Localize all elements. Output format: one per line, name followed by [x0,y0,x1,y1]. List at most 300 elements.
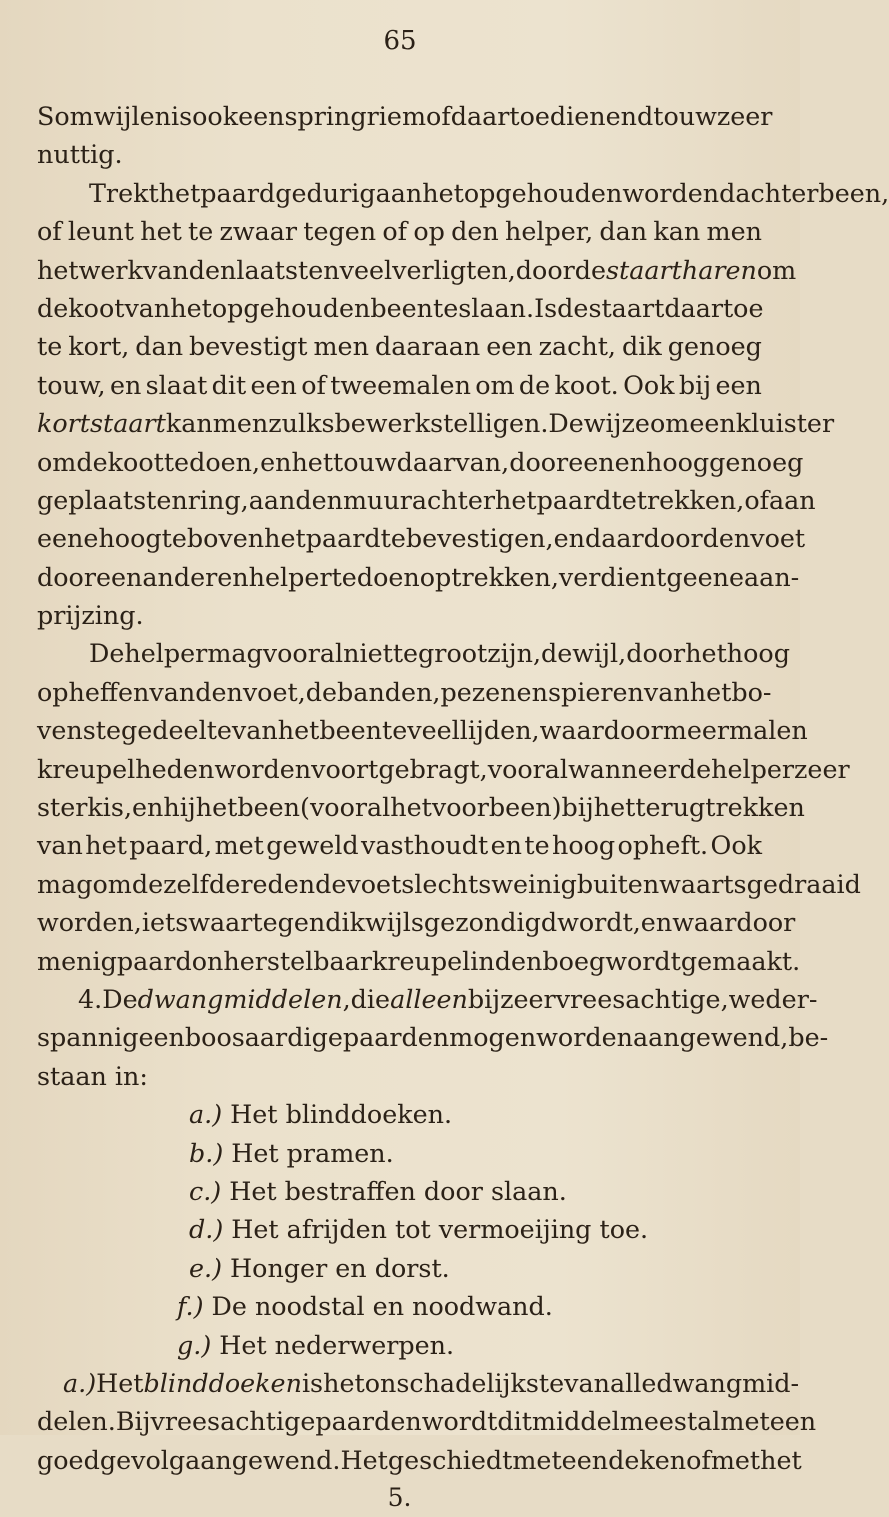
word: het [422,177,464,208]
word: het [264,523,306,554]
word: daaraan [374,331,481,362]
list-marker: g.) [177,1329,212,1360]
word: Somwijlen [37,101,171,131]
word: een [250,369,297,400]
word: iets [141,907,189,938]
word: daartoe [664,292,764,323]
word: gemaakt. [680,945,801,976]
word: vreesachtige [150,1406,316,1437]
word: De [548,408,584,439]
word: leunt [67,216,134,247]
word: wijze [583,408,650,439]
word: daartoe [450,101,550,131]
word: zeer [794,753,850,784]
word: weinig [491,868,577,899]
word: mag [37,868,93,899]
word: gedurig [275,177,376,208]
list-item-b [37,1134,762,1172]
word: van [124,292,171,323]
word: hij [163,792,196,823]
text-line [37,903,796,941]
word: staart [588,292,665,323]
word: te [433,292,459,323]
word: prijzing. [37,600,144,631]
word: helper [124,638,208,669]
text-line [37,97,773,135]
word: niet [343,638,393,669]
word: been [370,292,434,323]
text-line [37,673,772,711]
word: wordt [421,1406,498,1437]
word: Bij [115,1406,151,1437]
word: het [291,446,334,477]
word: en [109,369,142,400]
list-marker: f.) [177,1291,204,1322]
list-item-e [37,1249,762,1287]
word: venste [37,715,121,746]
word: den [451,216,499,247]
list-item-text: Het pramen. [231,1137,394,1168]
word: buitenwaarts [576,868,747,899]
text-line [37,481,816,519]
word: te [380,523,406,554]
word: bewerkstelligen. [334,408,549,439]
word: worden, [37,907,142,938]
word: helper [711,753,795,784]
word: wordt, [557,907,641,938]
list-item-text: Het blinddoeken. [230,1099,453,1130]
list-marker: a.) [189,1099,223,1130]
text-line [37,788,805,826]
word: wanneer [568,753,680,784]
word: het [593,792,636,823]
word: of [382,216,408,247]
word: met [710,1444,761,1475]
word: dan [599,216,648,247]
word: groot [418,638,488,669]
word: den [195,676,243,707]
word: een [95,561,143,592]
word: doen [189,446,252,477]
word: optrekken [419,561,551,592]
word: het [195,792,238,823]
word: om [37,446,77,477]
word: weder- [728,983,818,1014]
word: zulks [268,408,335,439]
word: op [413,216,445,247]
word: door [509,446,569,477]
word: door [515,254,575,285]
word: is [170,101,193,131]
list-marker: c.) [189,1175,222,1206]
word: staan [37,1060,107,1091]
word: het [277,715,320,746]
word: waardoor [672,907,796,938]
text-line [37,212,762,250]
word: , [736,484,745,515]
italic-word: blinddoeken [143,1367,302,1398]
word: een [486,331,533,362]
word: terugtrekken [635,792,805,823]
list-item-text: Het bestraffen door slaan. [229,1175,567,1206]
list-item-g [37,1326,762,1364]
word: bevestigen, [405,523,554,554]
word: pezen [440,676,517,707]
word: het [689,676,732,707]
word: door [37,561,96,592]
word: tweemalen [330,369,471,400]
text-line [37,1057,762,1095]
word: mogen [449,1022,537,1053]
word: met [720,1406,770,1437]
word: daardoor [584,523,703,554]
word: ring [187,484,241,515]
word: voortgebragt, [311,753,488,784]
word: dikwijls [325,907,424,938]
word: paard [536,484,612,515]
word: van [643,676,690,707]
word: ook [192,101,239,131]
word: voet [750,523,806,554]
page-number: 65 [383,26,417,56]
word: het [170,292,212,323]
word: het [85,830,127,861]
word: of [686,1444,711,1475]
word: Ook [710,830,762,861]
text-line [37,366,762,404]
word: kort, [68,331,130,362]
text-line [37,289,762,327]
word: , [720,983,729,1014]
word: , [251,446,261,477]
word: aan [769,484,816,515]
word: zwaar [219,216,298,247]
word: van [142,254,189,285]
word: of [301,369,326,400]
word: been [237,792,301,823]
word: te [37,331,63,362]
word: Het [96,1367,144,1398]
text-line [37,980,818,1018]
word: achterbeen [735,177,882,208]
word: achter [411,484,495,515]
word: , [550,561,559,592]
word: te [392,638,419,669]
word: is [301,1367,324,1398]
word: bij [561,792,594,823]
word: koot [107,446,164,477]
word: kan [653,216,701,247]
word: Trekt [89,177,159,208]
word: den [702,523,751,554]
word: De [102,983,138,1014]
list-marker: b.) [189,1137,224,1168]
word: banden, [337,676,441,707]
word: veel [339,254,393,285]
text-line [37,634,790,672]
word: geene [666,561,745,592]
word: vreesachtige [555,983,721,1014]
word: spannige [37,1022,154,1053]
word: een [769,1406,817,1437]
word: reden [240,868,316,899]
word: zeer [716,101,773,131]
word: dit [211,369,247,400]
word: bij [678,369,712,400]
word: koot. [554,369,619,400]
word: paard, [129,830,213,861]
word: slaan. [458,292,535,323]
word: worden [214,753,312,784]
list-item-text: Het afrijden tot vermoeijing toe. [231,1214,649,1245]
word: het [390,792,432,823]
word: aangewend [632,1022,781,1053]
italic-word: alleen [390,983,468,1014]
word: in: [114,1060,148,1091]
word: paard [305,523,381,554]
word: vooral [262,638,344,669]
word: een [689,408,736,439]
word: , [881,177,889,208]
word: been [319,715,383,746]
word: van [231,715,278,746]
word: te [524,830,550,861]
word: touw, [37,369,106,400]
word: deken [608,1444,687,1475]
word: veel [407,715,460,746]
word: vasthoudt [361,830,489,861]
word: gezondigd [423,907,558,938]
word: en [260,446,292,477]
word: een [561,1444,609,1475]
word: geweld [266,830,359,861]
word: meermalen [662,715,808,746]
word: dewijl, [541,638,627,669]
word: onherstelbaar [191,945,372,976]
word: men [706,216,762,247]
word: hoog [551,830,616,861]
word: en [516,676,548,707]
word: mag [207,638,263,669]
word: slaat [145,369,208,400]
word: in [470,945,495,976]
word: helper [248,561,332,592]
text-line [37,1018,829,1056]
word: goed [37,1444,100,1475]
word: zijn [487,638,533,669]
word: men [212,408,269,439]
word: den [295,484,343,515]
word: of [426,101,451,131]
word: dienend [549,101,654,131]
text-line [37,1441,802,1479]
word: en [640,907,673,938]
word: opheffen [37,676,150,707]
word: alle [609,1367,657,1398]
text-line [37,327,762,365]
word: verdient [558,561,667,592]
text-line [37,251,797,289]
list-item-f [37,1287,762,1325]
word: dwangmid- [656,1367,800,1398]
word: is [102,792,124,823]
word: helper, [504,216,594,247]
word: met [214,830,264,861]
word: hoogte [98,523,187,554]
word: paard [200,177,276,208]
word: bo- [731,676,772,707]
word: een [715,369,762,400]
word: dan [135,331,184,362]
word: boosaardige [184,1022,343,1053]
list-item-text: Het nederwerpen. [219,1329,455,1360]
word: wordt [605,945,681,976]
word: aan [375,177,423,208]
word: om [475,369,515,400]
text-line [37,558,800,596]
word: genoeg [667,331,762,362]
word: te [382,715,408,746]
word: van [37,830,83,861]
word: lijden [459,715,532,746]
word: dit [497,1406,532,1437]
word: spieren [547,676,644,707]
list-item-a [37,1095,762,1133]
word: of [37,216,62,247]
text-line [37,443,804,481]
word: , [501,446,510,477]
word: slechts [401,868,492,899]
word: Het [340,1444,388,1475]
word: onschadelijkste [364,1367,565,1398]
word: sterk [37,792,103,823]
word: paarden [342,1022,450,1053]
text-line [37,596,762,634]
word: boeg [542,945,606,976]
word: van [564,1367,610,1398]
word: en [153,1022,185,1053]
word: aan [248,484,296,515]
word: anderen [142,561,249,592]
word: , [532,638,542,669]
word: trekken [636,484,737,515]
word: een [238,101,285,131]
word: kan [165,408,213,439]
word: dezelfde [131,868,241,899]
word: gedeelte [120,715,232,746]
word: geschiedt [387,1444,513,1475]
word: de [518,369,551,400]
word: opgehouden [211,292,371,323]
word: tegen [303,216,377,247]
section-number: 4. [78,983,103,1014]
text-line [37,826,762,864]
word: voet, [242,676,306,707]
word: het [760,1444,802,1475]
signature-mark: 5. [387,1483,412,1513]
word: , [240,484,249,515]
word: om [756,254,797,285]
list-item-d [37,1210,762,1248]
word: en [132,792,164,823]
word: boven [186,523,265,554]
word: kreupel [371,945,471,976]
word: , [342,983,351,1014]
text-line [37,135,762,173]
word: aangewend. [185,1444,341,1475]
word: het [37,254,79,285]
text-line [37,865,861,903]
word: gedraaid [746,868,861,899]
list-marker: d.) [189,1214,224,1245]
word: om [92,868,132,899]
text-line [37,750,850,788]
italic-word: kortstaart [37,408,166,439]
word: met [512,1444,562,1475]
word: hoog [645,446,710,477]
word: te [331,561,357,592]
word: meestal [619,1406,721,1437]
word: bevestigt [189,331,308,362]
word: paard [116,945,192,976]
word: het [685,638,727,669]
page-body [37,97,889,1517]
word: be- [788,1022,829,1053]
list-item-text: Honger en dorst. [230,1252,450,1283]
word: voorbeen) [431,792,562,823]
word: de [76,446,108,477]
signature-line [37,1479,762,1517]
word: waartegen [188,907,326,938]
word: worden [536,1022,633,1053]
text-line [37,519,806,557]
word: de [557,292,589,323]
word: zeer [500,983,556,1014]
word: te [163,446,190,477]
word: het [158,177,201,208]
word: waardoor [539,715,663,746]
word: Is [534,292,558,323]
word: koot [68,292,125,323]
word: gevolg [99,1444,186,1475]
word: genoeg [709,446,804,477]
list-item-text: De noodstal en noodwand. [211,1291,553,1322]
word: door [626,638,686,669]
word: en [490,830,522,861]
word: de [305,676,338,707]
word: den [494,945,543,976]
word: de [315,868,347,899]
word: te [611,484,637,515]
italic-word: dwangmiddelen [137,983,343,1014]
word: springriem [284,101,427,131]
word: vooral [487,753,569,784]
word: De [89,638,125,669]
word: hoog [726,638,790,669]
word: van [149,676,196,707]
word: aan- [744,561,800,592]
text-line [37,711,808,749]
word: wordend [622,177,736,208]
word: voet [346,868,402,899]
word: kreupelheden [37,753,215,784]
word: nuttig. [37,139,123,170]
word: touw [653,101,717,131]
word: paarden [315,1406,422,1437]
word: menig [37,945,117,976]
word: laatsten [236,254,340,285]
list-marker: e.) [189,1252,223,1283]
